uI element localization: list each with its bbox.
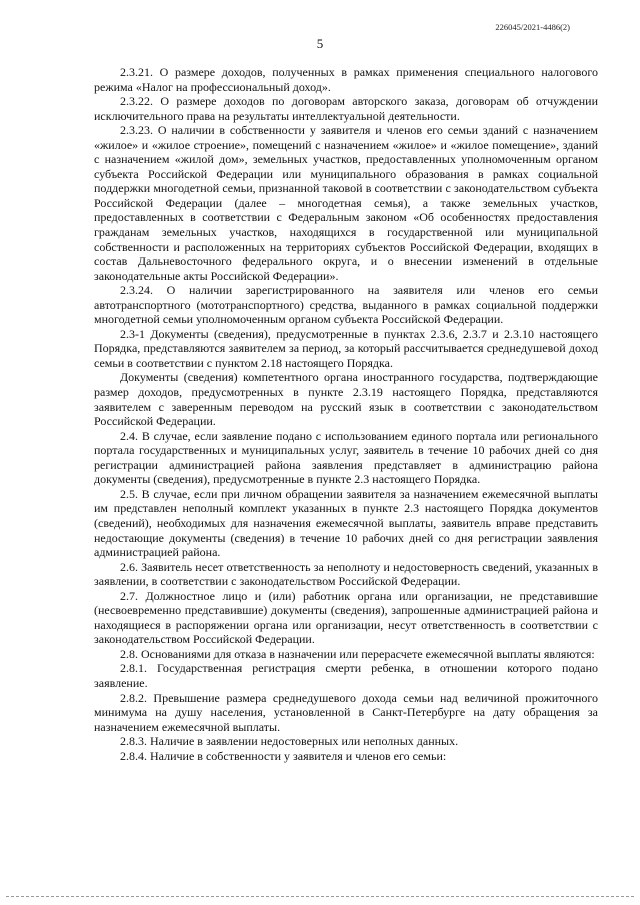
paragraph-2-4: 2.4. В случае, если заявление подано с использованием единого портала или регионального портала государственных и муниципальных услуг, заявитель в течение 10 рабочих дней со дня регистрации администрацией района заявления представляет в администрацию района документы (сведения), предусмотренные в пункте 2.3 настоящего Порядка. [94,428,598,487]
paragraph-2-8-4: 2.8.4. Наличие в собственности у заявителя и членов его семьи: [120,748,447,763]
paragraph-2-3-24: 2.3.24. О наличии зарегистрированного на заявителя или членов его семьи автотранспортного (мототранспортного) средства, выданного в рамках социальной поддержки многодетной семьи уполномоченным органом субъекта Российской Федерации. [94,283,598,327]
paragraph-2-6: 2.6. Заявитель несет ответственность за неполноту и недостоверность сведений, указанных в заявлении, в соответствии с законодательством Российской Федерации. [94,559,598,589]
paragraph-foreign-documents: Документы (сведения) компетентного органа иностранного государства, подтверждающие размер доходов, предусмотренных в пункте 2.3.19 настоящего Порядка, представляются заявителем с заверенным переводом на русский язык в соответствии с законодательством Российской Федерации. [94,370,598,429]
paragraph-2-3-21: 2.3.21. О размере доходов, полученных в рамках применения специального налогового режима «Налог на профессиональный доход». [94,65,598,94]
paragraph-2-5: 2.5. В случае, если при личном обращении заявителя за назначением ежемесячной выплаты им представлен неполный комплект указанных в пункте 2.3 настоящего Порядка документов (сведений), необходимых для назначения ежемесячной выплаты, заявитель вправе представить недостающие документы (сведения) в течение 10 рабочих дней со дня регистрации заявления администрацией района. [94,486,598,560]
paragraph-2-3-22: 2.3.22. О размере доходов по договорам авторского заказа, договорам об отчуждении исключительного права на результаты интеллектуальной деятельности. [94,94,598,123]
paragraph-2-8-2: 2.8.2. Превышение размера среднедушевого дохода семьи над величиной прожиточного минимума на душу населения, установленной в Санкт-Петербурге на дату обращения за назначением ежемесячной выплаты. [94,690,598,734]
paragraph-2-3-1: 2.3-1 Документы (сведения), предусмотренные в пунктах 2.3.6, 2.3.7 и 2.3.10 настоящего Порядка, представляются заявителем за период, за который рассчитывается среднедушевой доход семьи в соответствии с пунктом 2.18 настоящего Порядка. [94,326,598,370]
paragraph-2-8-1: 2.8.1. Государственная регистрация смерти ребенка, в отношении которого подано заявление. [94,661,598,690]
document-code: 226045/2021-4486(2) [495,22,570,32]
page-bottom-divider [6,896,634,897]
paragraph-2-8-3: 2.8.3. Наличие в заявлении недостоверных или неполных данных. [120,734,459,749]
paragraph-2-7: 2.7. Должностное лицо и (или) работник органа или организации, не представившие (несвоевременно представившие) документы (сведения), запрошенные администрацией района и находящиеся в распоряжении органа или организации, несут ответственность в соответствии с законодательством Российской Федерации. [94,588,598,647]
paragraph-2-3-23: 2.3.23. О наличии в собственности у заявителя и членов его семьи зданий с назначением «жилое» и «жилое строение», помещений с назначением «жилое» и «жилое помещение», зданий с назначением «жилой дом», земельных участков, предоставленных уполномоченным органом субъекта Российской Федерации или муниципального образования в рамках социальной поддержки многодетной семьи, признанной таковой в соответствии с законодательством субъекта Российской Федерации (далее – многодетная семья), а также земельных участков, предоставленных в соответствии с Федеральным законом «Об особенностях предоставления гражданам земельных участков, находящихся в государственной или муниципальной собственности и расположенных на территориях субъектов Российской Федерации, входящих в состав Дальневосточного федерального округа, и о внесении изменений в отдельные законодательные акты Российской Федерации». [94,123,598,283]
document-body [94,65,598,763]
page-number: 5 [316,36,324,51]
paragraph-2-8: 2.8. Основаниями для отказа в назначении или перерасчете ежемесячной выплаты являются: [120,646,595,661]
